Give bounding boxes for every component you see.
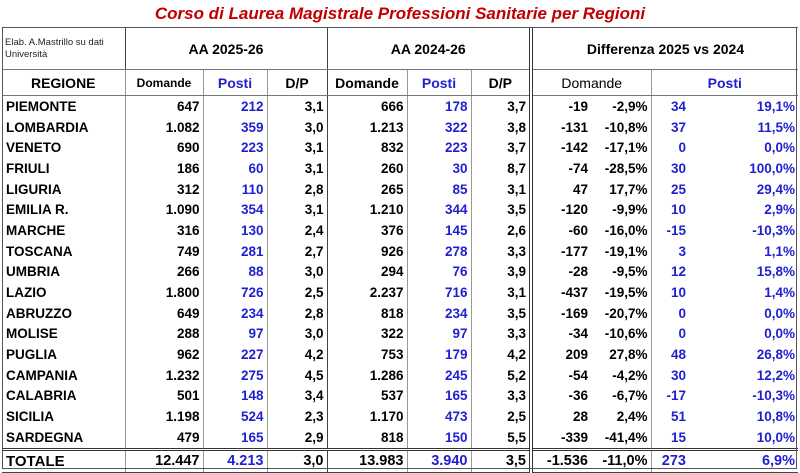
total-row bbox=[2, 449, 798, 472]
dp-2024-cell: 3,7 bbox=[471, 96, 531, 117]
domande-2025-cell: 186 bbox=[125, 158, 203, 179]
source-note: Elab. A.Mastrillo su dati Università bbox=[2, 28, 125, 70]
domande-2024-cell: 818 bbox=[327, 427, 407, 449]
dp-2025-cell: 3,1 bbox=[267, 158, 327, 179]
diff-posti-cell: 0 bbox=[651, 137, 689, 158]
total-posti-2025: 4.213 bbox=[203, 449, 267, 472]
posti-2025-cell: 110 bbox=[203, 179, 267, 200]
diff-posti-cell: 37 bbox=[651, 117, 689, 138]
table-row bbox=[2, 117, 798, 138]
diff-domande-cell: -120 bbox=[531, 199, 591, 220]
dp-2025-cell: 3,4 bbox=[267, 386, 327, 407]
diff-domande-pct-cell: -10,6% bbox=[604, 326, 648, 342]
posti-2024-cell: 245 bbox=[407, 365, 471, 386]
posti-2025-cell: 234 bbox=[203, 303, 267, 324]
region-cell: LIGURIA bbox=[6, 181, 62, 197]
domande-2025-cell: 690 bbox=[125, 137, 203, 158]
group-header-difference: Differenza 2025 vs 2024 bbox=[531, 28, 798, 70]
posti-2024-cell: 30 bbox=[407, 158, 471, 179]
region-cell: MOLISE bbox=[6, 326, 58, 342]
dp-2024-cell: 8,7 bbox=[471, 158, 531, 179]
dp-2025-cell: 2,7 bbox=[267, 241, 327, 262]
region-cell: MARCHE bbox=[6, 222, 66, 238]
domande-2025-cell: 501 bbox=[125, 386, 203, 407]
diff-domande-cell: -34 bbox=[531, 324, 591, 345]
region-cell: SICILIA bbox=[6, 409, 55, 425]
domande-2025-cell: 312 bbox=[125, 179, 203, 200]
diff-posti-pct-cell: 1,1% bbox=[764, 243, 796, 259]
dp-2025-cell: 3,0 bbox=[267, 324, 327, 345]
diff-domande-pct-cell: 17,7% bbox=[609, 181, 648, 197]
region-cell: TOSCANA bbox=[6, 243, 73, 259]
domande-2025-cell: 479 bbox=[125, 427, 203, 449]
posti-2024-cell: 97 bbox=[407, 324, 471, 345]
region-cell: PIEMONTE bbox=[6, 98, 77, 114]
dp-2024-cell: 3,5 bbox=[471, 199, 531, 220]
diff-domande-cell: 47 bbox=[531, 179, 591, 200]
diff-domande-pct-cell: -16,0% bbox=[604, 222, 648, 238]
diff-domande-pct-cell: -9,9% bbox=[612, 202, 648, 218]
domande-2024-cell: 376 bbox=[327, 220, 407, 241]
diff-posti-pct-cell: 29,4% bbox=[756, 181, 796, 197]
dp-2024-cell: 3,3 bbox=[471, 324, 531, 345]
posti-2024-cell: 322 bbox=[407, 117, 471, 138]
dp-2024-cell: 3,7 bbox=[471, 137, 531, 158]
domande-2024-cell: 537 bbox=[327, 386, 407, 407]
domande-2025-cell: 647 bbox=[125, 96, 203, 117]
dp-2024-cell: 3,3 bbox=[471, 386, 531, 407]
domande-2025-cell: 1.198 bbox=[125, 406, 203, 427]
diff-posti-cell: 34 bbox=[651, 96, 689, 117]
dp-2024-cell: 3,1 bbox=[471, 282, 531, 303]
table-row bbox=[2, 262, 798, 283]
dp-2025-cell: 2,8 bbox=[267, 303, 327, 324]
domande-2025-cell: 316 bbox=[125, 220, 203, 241]
domande-2024-cell: 818 bbox=[327, 303, 407, 324]
diff-posti-pct-cell: 100,0% bbox=[749, 160, 796, 176]
table-row bbox=[2, 365, 798, 386]
table-row bbox=[2, 386, 798, 407]
table-row bbox=[2, 427, 798, 449]
total-diff-domande: -1.536 bbox=[531, 449, 591, 472]
diff-posti-cell: -15 bbox=[651, 220, 689, 241]
table-row bbox=[2, 406, 798, 427]
column-header-regione: REGIONE bbox=[2, 70, 125, 96]
domande-2024-cell: 926 bbox=[327, 241, 407, 262]
table-row bbox=[2, 282, 798, 303]
diff-domande-cell: -28 bbox=[531, 262, 591, 283]
posti-2024-cell: 473 bbox=[407, 406, 471, 427]
diff-domande-cell: -131 bbox=[531, 117, 591, 138]
dp-2025-cell: 2,5 bbox=[267, 282, 327, 303]
diff-domande-pct-cell: 27,8% bbox=[609, 347, 648, 363]
table-title: Corso di Laurea Magistrale Professioni Sanitarie per Regioni bbox=[154, 4, 646, 23]
table-row bbox=[2, 199, 798, 220]
dp-2024-cell: 3,5 bbox=[471, 303, 531, 324]
domande-2025-cell: 749 bbox=[125, 241, 203, 262]
domande-2024-cell: 753 bbox=[327, 344, 407, 365]
diff-posti-pct-cell: 19,1% bbox=[756, 98, 796, 114]
diff-domande-pct-cell: -2,9% bbox=[612, 98, 648, 114]
dp-2025-cell: 3,0 bbox=[267, 117, 327, 138]
posti-2024-cell: 278 bbox=[407, 241, 471, 262]
column-header-domande-2025: Domande bbox=[125, 70, 203, 96]
domande-2024-cell: 1.286 bbox=[327, 365, 407, 386]
diff-posti-cell: 51 bbox=[651, 406, 689, 427]
table-row bbox=[2, 179, 798, 200]
domande-2025-cell: 649 bbox=[125, 303, 203, 324]
diff-posti-pct-cell: 26,8% bbox=[756, 347, 796, 363]
domande-2024-cell: 666 bbox=[327, 96, 407, 117]
dp-2024-cell: 3,1 bbox=[471, 179, 531, 200]
domande-2024-cell: 260 bbox=[327, 158, 407, 179]
domande-2025-cell: 266 bbox=[125, 262, 203, 283]
posti-2024-cell: 85 bbox=[407, 179, 471, 200]
diff-posti-cell: 0 bbox=[651, 324, 689, 345]
diff-posti-pct-cell: 2,9% bbox=[764, 202, 796, 218]
posti-2025-cell: 88 bbox=[203, 262, 267, 283]
posti-2025-cell: 227 bbox=[203, 344, 267, 365]
region-cell: ABRUZZO bbox=[6, 305, 72, 321]
total-domande-2025: 12.447 bbox=[125, 449, 203, 472]
posti-2025-cell: 359 bbox=[203, 117, 267, 138]
domande-2025-cell: 288 bbox=[125, 324, 203, 345]
diff-posti-cell: 25 bbox=[651, 179, 689, 200]
posti-2024-cell: 344 bbox=[407, 199, 471, 220]
dp-2024-cell: 4,2 bbox=[471, 344, 531, 365]
diff-domande-pct-cell: -10,8% bbox=[604, 119, 648, 135]
group-header-aa-2025-26: AA 2025-26 bbox=[125, 28, 327, 70]
diff-posti-pct-cell: -10,3% bbox=[752, 222, 796, 238]
column-header-domande-diff: Domande bbox=[531, 70, 651, 96]
posti-2025-cell: 148 bbox=[203, 386, 267, 407]
diff-posti-cell: 3 bbox=[651, 241, 689, 262]
region-cell: FRIULI bbox=[6, 160, 50, 176]
posti-2025-cell: 726 bbox=[203, 282, 267, 303]
domande-2024-cell: 1.210 bbox=[327, 199, 407, 220]
dp-2025-cell: 3,1 bbox=[267, 199, 327, 220]
posti-2024-cell: 145 bbox=[407, 220, 471, 241]
posti-2025-cell: 212 bbox=[203, 96, 267, 117]
diff-domande-cell: -60 bbox=[531, 220, 591, 241]
dp-2025-cell: 2,9 bbox=[267, 427, 327, 449]
dp-2025-cell: 4,5 bbox=[267, 365, 327, 386]
diff-posti-cell: 30 bbox=[651, 365, 689, 386]
diff-posti-pct-cell: 10,0% bbox=[756, 429, 796, 445]
region-cell: CALABRIA bbox=[6, 388, 77, 404]
diff-posti-cell: 10 bbox=[651, 199, 689, 220]
domande-2024-cell: 832 bbox=[327, 137, 407, 158]
table-row bbox=[2, 324, 798, 345]
dp-2025-cell: 2,8 bbox=[267, 179, 327, 200]
diff-domande-cell: -437 bbox=[531, 282, 591, 303]
diff-posti-pct-cell: 0,0% bbox=[764, 305, 796, 321]
domande-2024-cell: 1.170 bbox=[327, 406, 407, 427]
posti-2025-cell: 97 bbox=[203, 324, 267, 345]
column-header-posti-2024: Posti bbox=[407, 70, 471, 96]
dp-2024-cell: 3,8 bbox=[471, 117, 531, 138]
diff-domande-pct-cell: -17,1% bbox=[604, 140, 648, 156]
dp-2025-cell: 4,2 bbox=[267, 344, 327, 365]
column-header-domande-2024: Domande bbox=[327, 70, 407, 96]
total-label: TOTALE bbox=[2, 449, 125, 472]
domande-2025-cell: 1.800 bbox=[125, 282, 203, 303]
region-cell: LAZIO bbox=[6, 285, 47, 301]
column-header-dp-2024: D/P bbox=[471, 70, 531, 96]
posti-2024-cell: 716 bbox=[407, 282, 471, 303]
table-row bbox=[2, 220, 798, 241]
diff-domande-pct-cell: 2,4% bbox=[616, 409, 648, 425]
domande-2025-cell: 962 bbox=[125, 344, 203, 365]
dp-2024-cell: 3,9 bbox=[471, 262, 531, 283]
table-row bbox=[2, 241, 798, 262]
total-dp-2024: 3,5 bbox=[471, 449, 531, 472]
region-cell: UMBRIA bbox=[6, 264, 60, 280]
dp-2024-cell: 2,5 bbox=[471, 406, 531, 427]
table-row bbox=[2, 344, 798, 365]
table-row bbox=[2, 158, 798, 179]
dp-2025-cell: 3,0 bbox=[267, 262, 327, 283]
diff-posti-pct-cell: 11,5% bbox=[757, 119, 796, 135]
posti-2024-cell: 150 bbox=[407, 427, 471, 449]
posti-2024-cell: 234 bbox=[407, 303, 471, 324]
diff-domande-cell: -54 bbox=[531, 365, 591, 386]
table-row bbox=[2, 303, 798, 324]
posti-2024-cell: 76 bbox=[407, 262, 471, 283]
total-diff-posti: 273 bbox=[651, 449, 689, 472]
domande-2024-cell: 265 bbox=[327, 179, 407, 200]
diff-posti-cell: 30 bbox=[651, 158, 689, 179]
dp-2025-cell: 2,3 bbox=[267, 406, 327, 427]
regions-table bbox=[2, 27, 798, 473]
posti-2025-cell: 275 bbox=[203, 365, 267, 386]
column-header-posti-2025: Posti bbox=[203, 70, 267, 96]
dp-2024-cell: 5,2 bbox=[471, 365, 531, 386]
region-cell: PUGLIA bbox=[6, 347, 58, 363]
posti-2025-cell: 130 bbox=[203, 220, 267, 241]
domande-2024-cell: 294 bbox=[327, 262, 407, 283]
posti-2025-cell: 354 bbox=[203, 199, 267, 220]
diff-domande-pct-cell: -20,7% bbox=[604, 305, 648, 321]
diff-posti-pct-cell: 10,8% bbox=[756, 409, 796, 425]
posti-2025-cell: 524 bbox=[203, 406, 267, 427]
region-cell: EMILIA R. bbox=[6, 202, 69, 218]
column-header-dp-2025: D/P bbox=[267, 70, 327, 96]
posti-2024-cell: 179 bbox=[407, 344, 471, 365]
diff-posti-cell: 0 bbox=[651, 303, 689, 324]
dp-2025-cell: 3,1 bbox=[267, 137, 327, 158]
posti-2024-cell: 223 bbox=[407, 137, 471, 158]
total-posti-2024: 3.940 bbox=[407, 449, 471, 472]
diff-posti-cell: -17 bbox=[651, 386, 689, 407]
diff-domande-cell: -36 bbox=[531, 386, 591, 407]
diff-domande-pct-cell: -6,7% bbox=[612, 388, 648, 404]
group-header-aa-2024-26: AA 2024-26 bbox=[327, 28, 531, 70]
diff-posti-cell: 48 bbox=[651, 344, 689, 365]
total-domande-2024: 13.983 bbox=[327, 449, 407, 472]
diff-posti-pct-cell: 12,2% bbox=[756, 367, 796, 383]
diff-posti-cell: 12 bbox=[651, 262, 689, 283]
table-row bbox=[2, 137, 798, 158]
diff-posti-pct-cell: 15,8% bbox=[756, 264, 796, 280]
total-dp-2025: 3,0 bbox=[267, 449, 327, 472]
diff-domande-cell: -142 bbox=[531, 137, 591, 158]
group-header-row bbox=[2, 28, 798, 70]
dp-2024-cell: 3,3 bbox=[471, 241, 531, 262]
posti-2025-cell: 223 bbox=[203, 137, 267, 158]
domande-2025-cell: 1.090 bbox=[125, 199, 203, 220]
diff-domande-pct-cell: -19,1% bbox=[604, 243, 648, 259]
posti-2024-cell: 165 bbox=[407, 386, 471, 407]
dp-2025-cell: 2,4 bbox=[267, 220, 327, 241]
diff-posti-pct-cell: 0,0% bbox=[764, 140, 796, 156]
diff-domande-cell: -169 bbox=[531, 303, 591, 324]
posti-2025-cell: 60 bbox=[203, 158, 267, 179]
total-diff-posti-pct: 6,9% bbox=[689, 449, 798, 472]
dp-2025-cell: 3,1 bbox=[267, 96, 327, 117]
region-cell: LOMBARDIA bbox=[6, 119, 89, 135]
diff-domande-cell: -177 bbox=[531, 241, 591, 262]
total-diff-domande-pct: -11,0% bbox=[591, 449, 651, 472]
dp-2024-cell: 2,6 bbox=[471, 220, 531, 241]
diff-domande-pct-cell: -4,2% bbox=[612, 367, 648, 383]
column-header-posti-diff: Posti bbox=[651, 70, 798, 96]
diff-posti-pct-cell: 0,0% bbox=[764, 326, 796, 342]
posti-2024-cell: 178 bbox=[407, 96, 471, 117]
diff-domande-pct-cell: -41,4% bbox=[604, 429, 648, 445]
diff-posti-pct-cell: -10,3% bbox=[752, 388, 796, 404]
region-cell: CAMPANIA bbox=[6, 367, 78, 383]
diff-domande-pct-cell: -19,5% bbox=[604, 285, 648, 301]
diff-domande-cell: 28 bbox=[531, 406, 591, 427]
diff-domande-pct-cell: -9,5% bbox=[612, 264, 648, 280]
column-header-row bbox=[2, 70, 798, 96]
diff-domande-cell: 209 bbox=[531, 344, 591, 365]
domande-2024-cell: 1.213 bbox=[327, 117, 407, 138]
domande-2024-cell: 322 bbox=[327, 324, 407, 345]
posti-2025-cell: 281 bbox=[203, 241, 267, 262]
diff-domande-cell: -19 bbox=[531, 96, 591, 117]
table-body bbox=[2, 96, 798, 450]
diff-domande-cell: -74 bbox=[531, 158, 591, 179]
region-cell: VENETO bbox=[6, 140, 62, 156]
domande-2025-cell: 1.232 bbox=[125, 365, 203, 386]
posti-2025-cell: 165 bbox=[203, 427, 267, 449]
domande-2025-cell: 1.082 bbox=[125, 117, 203, 138]
diff-posti-cell: 10 bbox=[651, 282, 689, 303]
domande-2024-cell: 2.237 bbox=[327, 282, 407, 303]
table-row bbox=[2, 96, 798, 117]
diff-posti-pct-cell: 1,4% bbox=[764, 285, 796, 301]
diff-posti-cell: 15 bbox=[651, 427, 689, 449]
diff-domande-cell: -339 bbox=[531, 427, 591, 449]
diff-domande-pct-cell: -28,5% bbox=[604, 160, 648, 176]
region-cell: SARDEGNA bbox=[6, 429, 84, 445]
dp-2024-cell: 5,5 bbox=[471, 427, 531, 449]
